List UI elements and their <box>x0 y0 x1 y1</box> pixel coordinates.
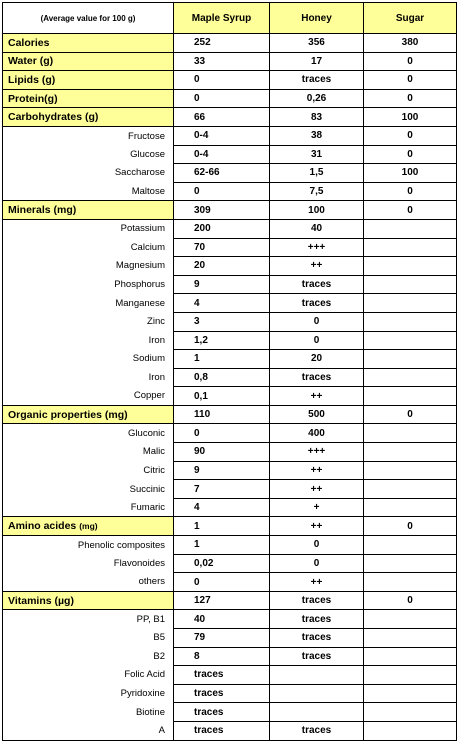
section-row <box>3 108 457 127</box>
row-label: Iron <box>3 331 174 350</box>
section-row <box>3 34 457 53</box>
table-row <box>3 312 457 331</box>
sugar-value <box>364 368 457 387</box>
section-label: Lipids (g) <box>3 71 174 90</box>
sugar-value: 0 <box>364 182 457 201</box>
table-row <box>3 573 457 592</box>
row-label: B2 <box>3 647 174 666</box>
table-row <box>3 424 457 443</box>
maple-syrup-value: 90 <box>174 443 270 462</box>
table-row <box>3 610 457 629</box>
maple-syrup-value: 70 <box>174 238 270 257</box>
sugar-value: 0 <box>364 52 457 71</box>
honey-value: 0 <box>270 331 364 350</box>
maple-syrup-value: 33 <box>174 52 270 71</box>
table-row <box>3 350 457 369</box>
maple-syrup-value: 0-4 <box>174 126 270 145</box>
table-row <box>3 684 457 703</box>
row-label: Succinic <box>3 480 174 499</box>
honey-value: +++ <box>270 443 364 462</box>
table-row <box>3 647 457 666</box>
maple-syrup-value: 1,2 <box>174 331 270 350</box>
honey-value <box>270 666 364 685</box>
row-label: Phosphorus <box>3 275 174 294</box>
row-label: Biotine <box>3 703 174 722</box>
section-label: Carbohydrates (g) <box>3 108 174 127</box>
honey-value: ++ <box>270 461 364 480</box>
section-row <box>3 89 457 108</box>
honey-value: 17 <box>270 52 364 71</box>
sugar-value: 0 <box>364 517 457 536</box>
row-label: Maltose <box>3 182 174 201</box>
sugar-value <box>364 721 457 740</box>
row-label: Gluconic <box>3 424 174 443</box>
table-row <box>3 536 457 555</box>
honey-value: 40 <box>270 219 364 238</box>
sugar-value <box>364 703 457 722</box>
sugar-value: 100 <box>364 108 457 127</box>
maple-syrup-value: 110 <box>174 405 270 424</box>
sugar-value <box>364 684 457 703</box>
row-label: Fumaric <box>3 498 174 517</box>
honey-value: 0 <box>270 312 364 331</box>
sugar-value: 0 <box>364 89 457 108</box>
honey-value: traces <box>270 368 364 387</box>
maple-syrup-value: 1 <box>174 350 270 369</box>
table-row <box>3 368 457 387</box>
honey-value: + <box>270 498 364 517</box>
honey-value: 400 <box>270 424 364 443</box>
sugar-value: 0 <box>364 405 457 424</box>
honey-value <box>270 703 364 722</box>
row-label: Glucose <box>3 145 174 164</box>
section-row <box>3 405 457 424</box>
maple-syrup-value: 3 <box>174 312 270 331</box>
table-row <box>3 721 457 740</box>
honey-value <box>270 684 364 703</box>
maple-syrup-value: 0,8 <box>174 368 270 387</box>
honey-value: traces <box>270 629 364 648</box>
table-row <box>3 331 457 350</box>
honey-value: traces <box>270 294 364 313</box>
section-label: Calories <box>3 34 174 53</box>
row-label: Fructose <box>3 126 174 145</box>
honey-value: traces <box>270 647 364 666</box>
maple-syrup-value: 0 <box>174 424 270 443</box>
maple-syrup-value: 79 <box>174 629 270 648</box>
section-row <box>3 591 457 610</box>
table-row <box>3 164 457 183</box>
honey-value: 0 <box>270 554 364 573</box>
table-row <box>3 275 457 294</box>
section-row <box>3 52 457 71</box>
table-row <box>3 480 457 499</box>
row-label: Potassium <box>3 219 174 238</box>
honey-value: 100 <box>270 201 364 220</box>
section-label: Vitamins (µg) <box>3 591 174 610</box>
maple-syrup-value: 7 <box>174 480 270 499</box>
header-row <box>3 3 457 34</box>
sugar-value <box>364 312 457 331</box>
sugar-value: 0 <box>364 126 457 145</box>
table-row <box>3 443 457 462</box>
sugar-value: 380 <box>364 34 457 53</box>
honey-value: 20 <box>270 350 364 369</box>
table-row <box>3 703 457 722</box>
honey-value: traces <box>270 591 364 610</box>
table-row <box>3 219 457 238</box>
sugar-value <box>364 424 457 443</box>
section-label: Water (g) <box>3 52 174 71</box>
maple-syrup-value: 127 <box>174 591 270 610</box>
maple-syrup-value: 0 <box>174 573 270 592</box>
maple-syrup-value: traces <box>174 721 270 740</box>
sugar-value <box>364 573 457 592</box>
honey-value: 0,26 <box>270 89 364 108</box>
nutrition-table <box>2 2 457 741</box>
row-label: Pyridoxine <box>3 684 174 703</box>
sugar-value <box>364 350 457 369</box>
maple-syrup-value: 66 <box>174 108 270 127</box>
section-label: Organic properties (mg) <box>3 405 174 424</box>
maple-syrup-value: 9 <box>174 275 270 294</box>
row-label: PP, B1 <box>3 610 174 629</box>
row-label: others <box>3 573 174 592</box>
row-label: Phenolic composites <box>3 536 174 555</box>
sugar-value: 0 <box>364 201 457 220</box>
row-label: B5 <box>3 629 174 648</box>
sugar-value <box>364 480 457 499</box>
honey-value: ++ <box>270 480 364 499</box>
sugar-value <box>364 219 457 238</box>
maple-syrup-value: 20 <box>174 257 270 276</box>
sugar-value <box>364 629 457 648</box>
sugar-value: 100 <box>364 164 457 183</box>
sugar-value <box>364 257 457 276</box>
honey-value: traces <box>270 71 364 90</box>
row-label: Saccharose <box>3 164 174 183</box>
maple-syrup-value: 0-4 <box>174 145 270 164</box>
honey-value: traces <box>270 610 364 629</box>
maple-syrup-value: 0,02 <box>174 554 270 573</box>
maple-syrup-value: 40 <box>174 610 270 629</box>
maple-syrup-value: 9 <box>174 461 270 480</box>
column-header-sugar: Sugar <box>364 3 457 34</box>
sugar-value <box>364 554 457 573</box>
honey-value: 356 <box>270 34 364 53</box>
maple-syrup-value: 4 <box>174 294 270 313</box>
section-label: Minerals (mg) <box>3 201 174 220</box>
table-row <box>3 387 457 406</box>
honey-value: 500 <box>270 405 364 424</box>
column-header-honey: Honey <box>270 3 364 34</box>
sugar-value: 0 <box>364 71 457 90</box>
row-label: Flavonoides <box>3 554 174 573</box>
sugar-value: 0 <box>364 591 457 610</box>
sugar-value <box>364 498 457 517</box>
maple-syrup-value: 1 <box>174 517 270 536</box>
table-row <box>3 238 457 257</box>
table-row <box>3 666 457 685</box>
honey-value: ++ <box>270 387 364 406</box>
honey-value: 38 <box>270 126 364 145</box>
sugar-value <box>364 461 457 480</box>
row-label: Iron <box>3 368 174 387</box>
maple-syrup-value: 0,1 <box>174 387 270 406</box>
table-row <box>3 126 457 145</box>
row-label: Citric <box>3 461 174 480</box>
section-row <box>3 517 457 536</box>
maple-syrup-value: 4 <box>174 498 270 517</box>
maple-syrup-value: 8 <box>174 647 270 666</box>
maple-syrup-value: traces <box>174 684 270 703</box>
maple-syrup-value: 0 <box>174 182 270 201</box>
row-label: Sodium <box>3 350 174 369</box>
table-row <box>3 182 457 201</box>
sugar-value <box>364 275 457 294</box>
honey-value: 83 <box>270 108 364 127</box>
row-label: A <box>3 721 174 740</box>
maple-syrup-value: 309 <box>174 201 270 220</box>
section-label: Amino acides (mg) <box>3 517 174 536</box>
honey-value: traces <box>270 721 364 740</box>
row-label: Malic <box>3 443 174 462</box>
maple-syrup-value: 0 <box>174 71 270 90</box>
column-header-maple-syrup: Maple Syrup <box>174 3 270 34</box>
maple-syrup-value: 62-66 <box>174 164 270 183</box>
sugar-value <box>364 536 457 555</box>
table-row <box>3 554 457 573</box>
sugar-value <box>364 294 457 313</box>
maple-syrup-value: 1 <box>174 536 270 555</box>
honey-value: 1,5 <box>270 164 364 183</box>
sugar-value <box>364 647 457 666</box>
table-row <box>3 145 457 164</box>
sugar-value <box>364 666 457 685</box>
honey-value: 0 <box>270 536 364 555</box>
honey-value: ++ <box>270 517 364 536</box>
sugar-value <box>364 387 457 406</box>
sugar-value <box>364 443 457 462</box>
maple-syrup-value: traces <box>174 703 270 722</box>
honey-value: 31 <box>270 145 364 164</box>
header-note: (Average value for 100 g) <box>3 3 174 34</box>
table-row <box>3 629 457 648</box>
sugar-value <box>364 610 457 629</box>
honey-value: 7,5 <box>270 182 364 201</box>
honey-value: traces <box>270 275 364 294</box>
table-row <box>3 498 457 517</box>
section-unit: (mg) <box>79 521 98 532</box>
maple-syrup-value: 200 <box>174 219 270 238</box>
maple-syrup-value: traces <box>174 666 270 685</box>
row-label: Copper <box>3 387 174 406</box>
row-label: Calcium <box>3 238 174 257</box>
sugar-value <box>364 331 457 350</box>
table-row <box>3 257 457 276</box>
maple-syrup-value: 252 <box>174 34 270 53</box>
row-label: Manganese <box>3 294 174 313</box>
row-label: Zinc <box>3 312 174 331</box>
row-label: Folic Acid <box>3 666 174 685</box>
honey-value: ++ <box>270 257 364 276</box>
table-row <box>3 461 457 480</box>
section-row <box>3 71 457 90</box>
honey-value: +++ <box>270 238 364 257</box>
row-label: Magnesium <box>3 257 174 276</box>
maple-syrup-value: 0 <box>174 89 270 108</box>
sugar-value <box>364 238 457 257</box>
honey-value: ++ <box>270 573 364 592</box>
table-row <box>3 294 457 313</box>
section-label: Protein(g) <box>3 89 174 108</box>
section-row <box>3 201 457 220</box>
sugar-value: 0 <box>364 145 457 164</box>
